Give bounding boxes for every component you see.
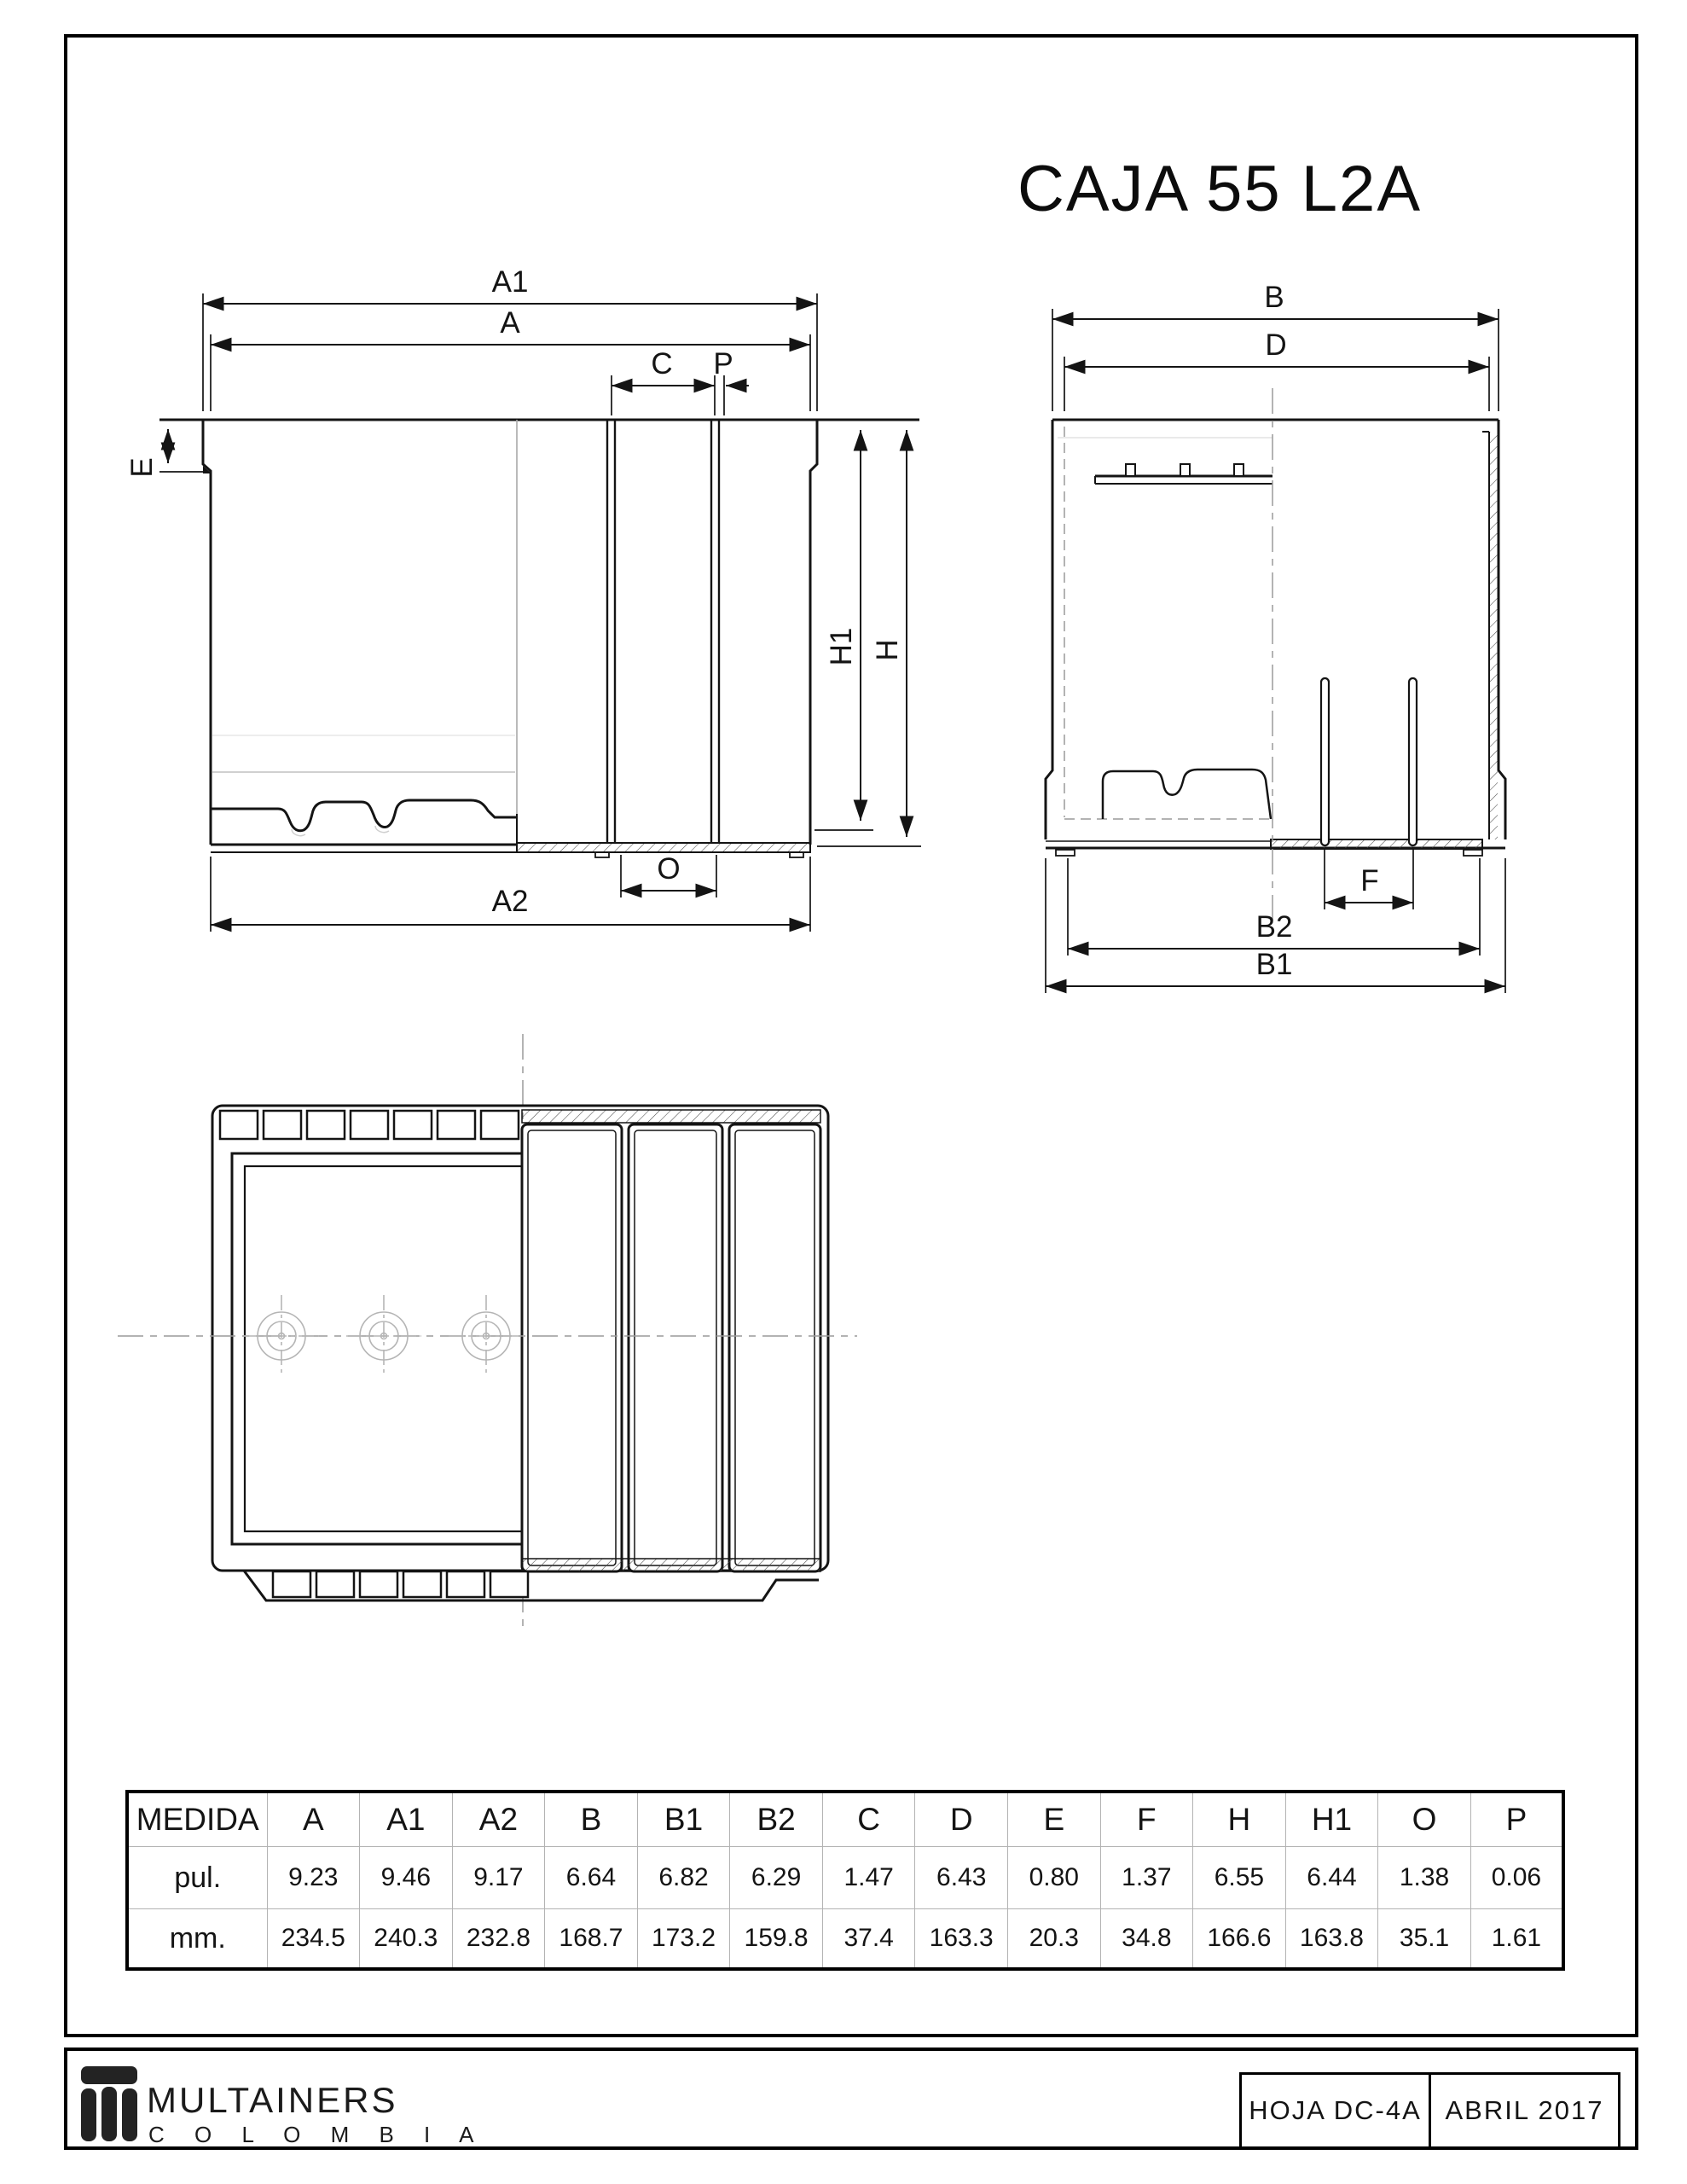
vent-circles <box>244 1295 524 1377</box>
table-cell: 232.8 <box>452 1909 545 1970</box>
sheet-number: HOJA DC-4A <box>1249 2095 1422 2125</box>
table-header-cell: H <box>1193 1792 1286 1847</box>
brand-country: C O L O M B I A <box>148 2122 486 2147</box>
front-view-dimensions <box>159 293 921 932</box>
dim-label-h1: H1 <box>825 627 858 666</box>
dim-label-a1: A1 <box>491 265 529 299</box>
table-cell: 37.4 <box>822 1909 915 1970</box>
table-header-cell: B <box>545 1792 638 1847</box>
dim-label-o: O <box>657 852 681 886</box>
side-view-dim-labels <box>1256 281 1379 981</box>
table-cell: 0.80 <box>1008 1847 1101 1909</box>
dim-label-h: H <box>871 639 904 661</box>
table-header-cell: B2 <box>730 1792 823 1847</box>
dim-label-c: C <box>651 347 673 380</box>
table-cell: 34.8 <box>1100 1909 1193 1970</box>
table-cell: 1.37 <box>1100 1847 1193 1909</box>
table-header-cell: E <box>1008 1792 1101 1847</box>
dim-label-a2: A2 <box>491 885 529 918</box>
table-cell: 159.8 <box>730 1909 823 1970</box>
table-cell: 6.64 <box>545 1847 638 1909</box>
dim-label-f: F <box>1360 864 1379 897</box>
row-label: pul. <box>127 1847 267 1909</box>
table-cell: 163.3 <box>915 1909 1008 1970</box>
table-cell: 234.5 <box>267 1909 360 1970</box>
table-cell: 35.1 <box>1378 1909 1471 1970</box>
table-cell: 6.44 <box>1285 1847 1378 1909</box>
table-cell: 1.47 <box>822 1847 915 1909</box>
dim-label-d: D <box>1265 328 1287 362</box>
table-cell: 173.2 <box>637 1909 730 1970</box>
date-box <box>1429 2072 1620 2149</box>
table-cell: 163.8 <box>1285 1909 1378 1970</box>
sheet-number-box <box>1239 2072 1431 2149</box>
table-header-cell: A <box>267 1792 360 1847</box>
table-row-millimeters <box>127 1909 1563 1970</box>
table-header-cell: H1 <box>1285 1792 1378 1847</box>
table-header-cell: B1 <box>637 1792 730 1847</box>
dim-label-b2: B2 <box>1255 910 1293 944</box>
multainers-logo-icon <box>81 2066 141 2143</box>
dim-label-p: P <box>713 347 733 380</box>
dim-label-a: A <box>500 306 520 340</box>
table-row-inches <box>127 1847 1563 1909</box>
dim-label-b: B <box>1264 281 1284 314</box>
table-header-cell: P <box>1470 1792 1563 1847</box>
table-cell: 6.43 <box>915 1847 1008 1909</box>
table-header-cell: A1 <box>360 1792 453 1847</box>
row-label: mm. <box>127 1909 267 1970</box>
table-cell: 6.55 <box>1193 1847 1286 1909</box>
table-header-cell: C <box>822 1792 915 1847</box>
table-header-cell: F <box>1100 1792 1193 1847</box>
table-header-cell: MEDIDA <box>127 1792 267 1847</box>
side-view-dimensions <box>1046 309 1505 993</box>
brand-name: MULTAINERS <box>147 2080 398 2120</box>
table-cell: 9.46 <box>360 1847 453 1909</box>
table-cell: 20.3 <box>1008 1909 1101 1970</box>
table-header-row <box>127 1792 1563 1847</box>
dimension-table <box>125 1790 1565 1971</box>
table-cell: 9.17 <box>452 1847 545 1909</box>
top-view <box>118 1034 857 1626</box>
table-cell: 9.23 <box>267 1847 360 1909</box>
table-cell: 166.6 <box>1193 1909 1286 1970</box>
table-cell: 6.82 <box>637 1847 730 1909</box>
page-title: CAJA 55 L2A <box>1017 153 1423 225</box>
front-view-dim-labels <box>125 265 904 918</box>
dim-label-e: E <box>125 457 159 478</box>
table-cell: 0.06 <box>1470 1847 1563 1909</box>
front-view <box>159 420 919 857</box>
dim-label-b1: B1 <box>1255 948 1293 981</box>
table-header-cell: O <box>1378 1792 1471 1847</box>
table-header-cell: A2 <box>452 1792 545 1847</box>
table-cell: 240.3 <box>360 1909 453 1970</box>
table-header-cell: D <box>915 1792 1008 1847</box>
table-cell: 1.61 <box>1470 1909 1563 1970</box>
date: ABRIL 2017 <box>1445 2095 1604 2125</box>
side-view <box>1046 388 1505 937</box>
table-cell: 1.38 <box>1378 1847 1471 1909</box>
table-cell: 6.29 <box>730 1847 823 1909</box>
table-cell: 168.7 <box>545 1909 638 1970</box>
